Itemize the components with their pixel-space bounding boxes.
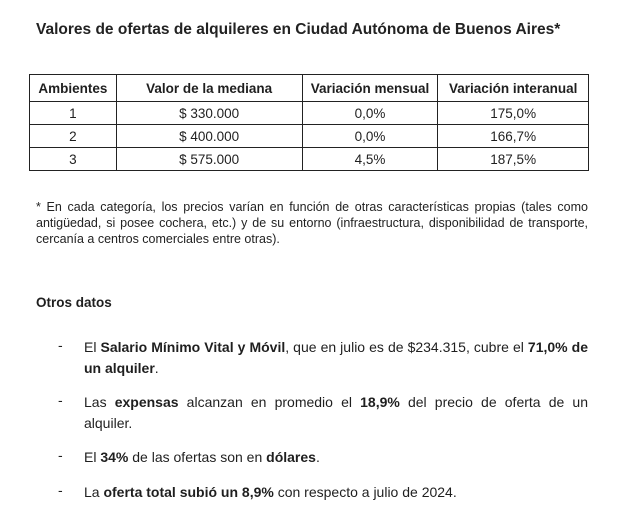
table-header-row xyxy=(30,75,589,102)
bullet-text-bold: dólares xyxy=(266,449,316,465)
cell-ambientes: 3 xyxy=(30,148,117,171)
table-footnote: * En cada categoría, los precios varían en función de otras características propias (tales como antigüedad, si posee cochera, etc.) y de su entorno (infraestructura, disponibilidad de transporte, cercanía a centros comerciales entre otras). xyxy=(36,200,588,246)
cell-variacion-interanual: 175,0% xyxy=(438,102,589,125)
bullet-dash: - xyxy=(58,482,63,498)
bullet-text: . xyxy=(315,449,320,465)
bullet-text: La xyxy=(84,484,104,500)
section-title-otros-datos: Otros datos xyxy=(36,295,112,310)
bullet-text-bold: oferta total subió un 8,9% xyxy=(103,484,274,500)
column-header-valor-mediana: Valor de la mediana xyxy=(116,75,302,102)
list-item xyxy=(84,392,588,434)
list-item xyxy=(84,482,588,503)
rent-values-table xyxy=(29,74,589,171)
bullet-text: de las ofertas son en xyxy=(128,449,267,465)
bullet-text: , que en julio es de $234.315, cubre el xyxy=(285,339,528,355)
bullet-text-bold: 18,9% xyxy=(360,394,400,410)
cell-variacion-mensual: 0,0% xyxy=(302,102,438,125)
table-row xyxy=(30,125,589,148)
bullet-text-bold: expensas xyxy=(114,394,179,410)
document-title: Valores de ofertas de alquileres en Ciudad Autónoma de Buenos Aires* xyxy=(36,21,561,38)
bullet-text-bold: Salario Mínimo Vital y Móvil xyxy=(100,339,286,355)
cell-variacion-interanual: 187,5% xyxy=(438,148,589,171)
bullet-dash: - xyxy=(58,392,63,408)
bullet-text: El xyxy=(84,449,101,465)
bullet-dash: - xyxy=(58,337,63,353)
cell-variacion-interanual: 166,7% xyxy=(438,125,589,148)
cell-valor-mediana: $ 330.000 xyxy=(116,102,302,125)
table-row xyxy=(30,102,589,125)
column-header-variacion-mensual: Variación mensual xyxy=(302,75,438,102)
bullet-text: El xyxy=(84,339,101,355)
bullet-text: alcanzan en promedio el xyxy=(178,394,361,410)
cell-valor-mediana: $ 575.000 xyxy=(116,148,302,171)
column-header-ambientes: Ambientes xyxy=(30,75,117,102)
bullet-text: . xyxy=(154,360,159,376)
cell-ambientes: 1 xyxy=(30,102,117,125)
bullet-text: con respecto a julio de 2024. xyxy=(273,484,457,500)
cell-ambientes: 2 xyxy=(30,125,117,148)
bullet-text: del precio de oferta de un alquiler. xyxy=(84,394,588,431)
bullet-dash: - xyxy=(58,447,63,463)
bullet-text-bold: 34% xyxy=(100,449,129,465)
list-item xyxy=(84,447,588,468)
table-row xyxy=(30,148,589,171)
list-item xyxy=(84,337,588,379)
cell-valor-mediana: $ 400.000 xyxy=(116,125,302,148)
bullet-text: Las xyxy=(84,394,115,410)
bullet-text-bold: 71,0% de un alquiler xyxy=(84,339,588,376)
cell-variacion-mensual: 0,0% xyxy=(302,125,438,148)
column-header-variacion-interanual: Variación interanual xyxy=(438,75,589,102)
cell-variacion-mensual: 4,5% xyxy=(302,148,438,171)
